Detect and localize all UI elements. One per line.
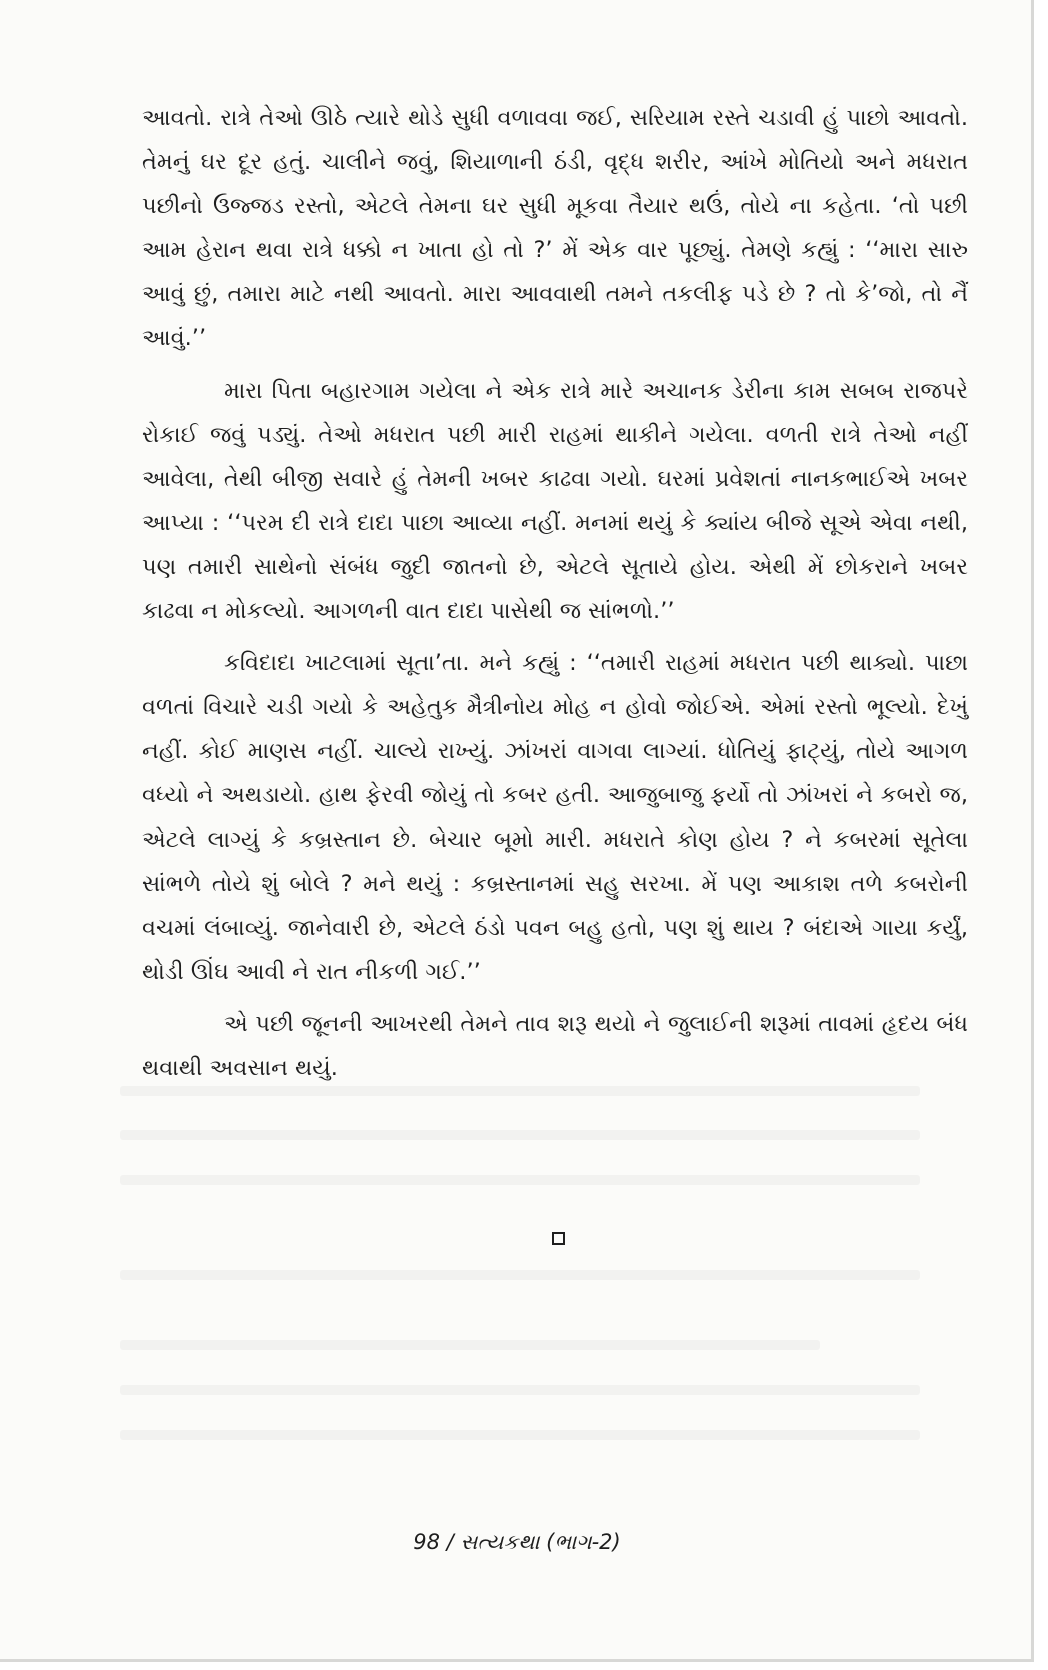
bleed-through-line <box>120 1175 920 1185</box>
paragraph-3: કવિદાદા ખાટલામાં સૂતા’તા. મને કહ્યું : ‘‘તમારી રાહમાં મધરાત પછી થાક્યો. પાછા વળતાં વિચારે ચડી ગયો કે અહેતુક મૈત્રીનોય મોહ ન હોવો જોઈએ. એમાં રસ્તો ભૂલ્યો. દેખું નહીં. કોઈ માણસ નહીં. ચાલ્યે રાખ્યું. ઝાંખરાં વાગવા લાગ્યાં. ધોતિયું ફાટ્યું, તોયે આગળ વધ્યો ને અથડાયો. હાથ ફેરવી જોયું તો કબર હતી. આજુબાજુ ફર્યો તો ઝાંખરાં ને કબરો જ, એટલે લાગ્યું કે કબ્રસ્તાન છે. બેચાર બૂમો મારી. મધરાતે કોણ હોય ? ને કબરમાં સૂતેલા સાંભળે તોયે શું બોલે ? મને થયું : કબ્રસ્તાનમાં સહુ સરખા. મેં પણ આકાશ તળે કબરોની વચમાં લંબાવ્યું. જાનેવારી છે, એટલે ઠંડો પવન બહુ હતો, પણ શું થાય ? બંદાએ ગાયા કર્યું, થોડી ઊંઘ આવી ને રાત નીકળી ગઈ.’’ <box>142 650 968 985</box>
bleed-through-line <box>120 1385 920 1395</box>
paragraph-4: એ પછી જૂનની આખરથી તેમને તાવ શરૂ થયો ને જુલાઈની શરૂમાં તાવમાં હૃદય બંધ થવાથી અવસાન થયું. <box>142 1010 968 1081</box>
body-text <box>142 96 968 1090</box>
bleed-through-line <box>120 1430 920 1440</box>
bleed-through-line <box>120 1270 920 1280</box>
paragraph-2: મારા પિતા બહારગામ ગયેલા ને એક રાત્રે મારે અચાનક ડેરીના કામ સબબ રાજપરે રોકાઈ જવું પડ્યું. તેઓ મધરાત પછી મારી રાહમાં થાકીને ગયેલા. વળતી રાત્રે તેઓ નહીં આવેલા, તેથી બીજી સવારે હું તેમની ખબર કાઢવા ગયો. ઘરમાં પ્રવેશતાં નાનકભાઈએ ખબર આપ્યા : ‘‘પરમ દી રાત્રે દાદા પાછા આવ્યા નહીં. મનમાં થયું કે ક્યાંય બીજે સૂએ એવા નથી, પણ તમારી સાથેનો સંબંધ જુદી જાતનો છે, એટલે સૂતાયે હોય. એથી મેં છોકરાને ખબર કાઢવા ન મોકલ્યો. આગળની વાત દાદા પાસેથી જ સાંભળો.’’ <box>142 377 968 625</box>
page-footer: 98 / સત્યકથા (ભાગ-2) <box>413 1530 621 1554</box>
section-end-square-icon <box>552 1232 565 1245</box>
bleed-through-line <box>120 1340 820 1350</box>
bleed-through-line <box>120 1130 920 1140</box>
paragraph-1: આવતો. રાત્રે તેઓ ઊઠે ત્યારે થોડે સુધી વળાવવા જઈ, સરિયામ રસ્તે ચડાવી હું પાછો આવતો. તેમનું ઘર દૂર હતું. ચાલીને જવું, શિયાળાની ઠંડી, વૃદ્ધ શરીર, આંખે મોતિયો અને મધરાત પછીનો ઉજ્જડ રસ્તો, એટલે તેમના ઘર સુધી મૂકવા તૈયાર થઉં, તોયે ના કહેતા. ‘તો પછી આમ હેરાન થવા રાત્રે ધક્કો ન ખાતા હો તો ?’ મેં એક વાર પૂછ્યું. તેમણે કહ્યું : ‘‘મારા સારુ આવું છું, તમારા માટે નથી આવતો. મારા આવવાથી તમને તકલીફ પડે છે ? તો કે’જો, તો નૈં આવું.’’ <box>142 105 968 352</box>
